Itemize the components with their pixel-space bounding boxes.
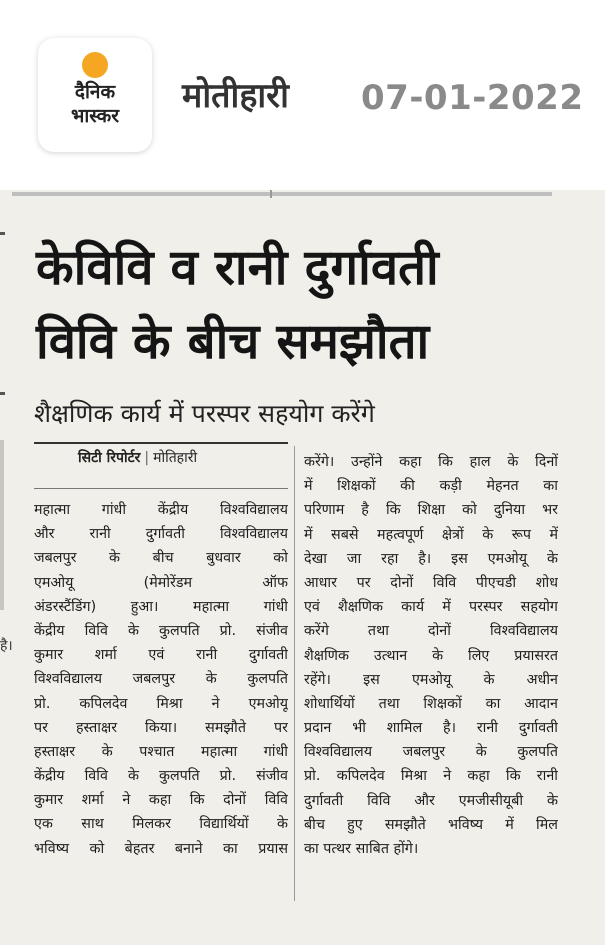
margin-fragment: है। [0,638,13,654]
body-line: करेंगे तथा दोनों विश्वविद्यालय [304,623,558,640]
body-line: में शिक्षकों की कड़ी मेहनत का [304,478,558,495]
body-line: महात्मा गांधी केंद्रीय विश्वविद्यालय [34,502,288,518]
column-rule [34,442,288,444]
logo-text-line1: दैनिक [74,81,116,103]
top-rule [12,192,552,196]
byline-place: मोतिहारी [153,450,198,466]
body-line: अंडरस्टैंडिंग) हुआ। महात्मा गांधी [34,598,288,615]
edge-mark [0,232,5,235]
body-line: भविष्य को बेहतर बनाने का प्रयास [34,840,288,857]
body-line: प्रो. कपिलदेव मिश्रा ने कहा कि रानी [304,768,558,785]
body-line: एक साथ मिलकर विद्यार्थियों के [34,816,288,833]
body-line: शैक्षणिक उत्थान के लिए प्रयासरत [304,647,558,664]
body-line: केंद्रीय विवि के कुलपति प्रो. संजीव [34,768,288,785]
headline-line-1: केविवि व रानी दुर्गावती [36,239,439,296]
body-line: जबलपुर के बीच बुधवार को [34,550,288,567]
byline [78,446,197,470]
body-line: विश्वविद्यालय जबलपुर के कुलपति [304,744,558,761]
edition-city: मोतीहारी [182,76,289,116]
logo-text-line2: भास्कर [70,105,120,127]
subheadline: शैक्षणिक कार्य में परस्पर सहयोग करेंगे [34,399,375,428]
headline-line-2: विवि के बीच समझौता [36,313,430,370]
body-line: प्रदान भी शामिल है। रानी दुर्गावती [304,720,558,737]
body-line: विश्वविद्यालय जबलपुर के कुलपति [34,671,288,688]
body-line: हस्ताक्षर के पश्चात महात्मा गांधी [34,743,288,760]
header-bar [0,0,605,190]
body-line: देखा जा रहा है। इस एमओयू के [304,550,558,567]
body-line: का पत्थर साबित होंगे। [304,841,419,857]
body-column-1 [34,498,288,861]
body-line: प्रो. कपिलदेव मिश्रा ने एमओयू [34,695,288,712]
body-line: करेंगे। उन्होंने कहा कि हाल के दिनों [304,454,558,470]
body-line: और रानी दुर्गावती विश्वविद्यालय [34,526,288,543]
dainik-bhaskar-logo [38,38,152,152]
body-line: आधार पर दोनों विवि पीएचडी शोध [304,574,558,591]
edge-strip [0,440,4,610]
body-column-2 [304,450,558,861]
body-line: कुमार शर्मा एवं रानी दुर्गावती [34,647,288,664]
edge-mark [0,392,5,395]
body-line: केंद्रीय विवि के कुलपति प्रो. संजीव [34,622,288,639]
body-line: बीच हुए समझौते भविष्य में मिल [304,816,558,833]
body-line: एमओयू (मेमोरेंडम ऑफ [34,574,288,591]
body-line: रहेंगे। इस एमओयू के अधीन [304,671,558,688]
column-divider [294,446,295,901]
body-line: कुमार शर्मा ने कहा कि दोनों विवि [34,792,288,809]
byline-rule [34,488,288,489]
byline-separator: | [144,450,150,466]
byline-reporter: सिटी रिपोर्टर [78,450,141,466]
body-line: में सबसे महत्वपूर्ण क्षेत्रों के रूप में [304,526,558,543]
body-line: पर हस्ताक्षर किया। समझौते पर [34,719,288,736]
body-line: शोधार्थियों तथा शिक्षकों का आदान [304,695,558,712]
edition-date: 07-01-2022 [361,78,584,118]
body-line: दुर्गावती विवि और एमजीसीयूबी के [304,792,558,809]
body-line: एवं शैक्षणिक कार्य में परस्पर सहयोग [304,599,558,616]
body-line: परिणाम है कि शिक्षा को दुनिया भर [304,502,558,519]
sun-icon [82,52,108,78]
top-rule-tick [270,190,272,198]
